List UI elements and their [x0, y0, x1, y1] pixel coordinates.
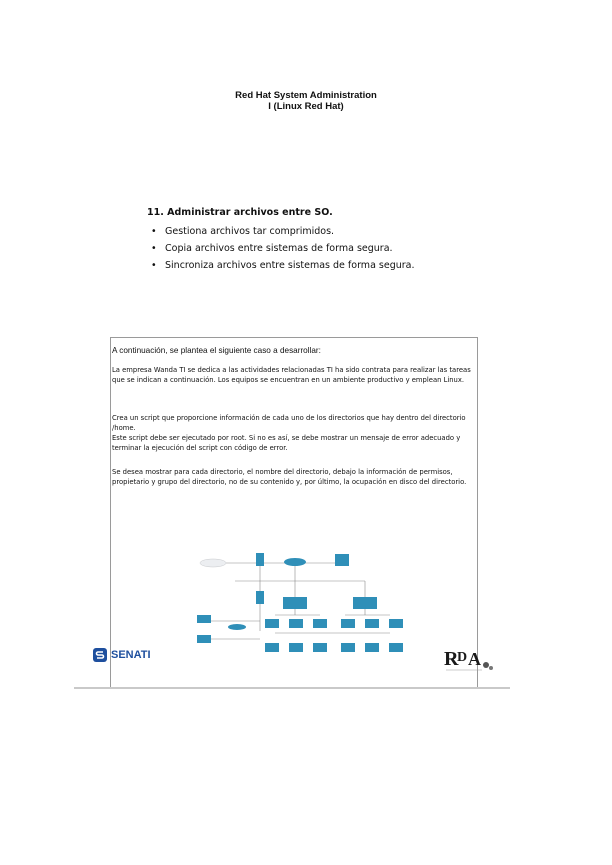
computer-icons	[197, 615, 403, 652]
title-line-2: I (Linux Red Hat)	[268, 101, 344, 112]
senati-logo-icon	[92, 647, 108, 663]
topic-list	[147, 223, 415, 274]
case-intro: A continuación, se plantea el siguiente caso a desarrollar:	[112, 346, 321, 355]
server-icon	[256, 553, 264, 566]
svg-text:R: R	[444, 648, 459, 670]
network-diagram	[185, 551, 415, 661]
section-heading: 11. Administrar archivos entre SO.	[147, 207, 333, 218]
topic-section	[147, 207, 415, 274]
case-paragraph: Este script debe ser ejecutado por root. Si no es así, se debe mostrar un mensaje de error adecuado y terminar la ejecución del script con código de error.	[112, 434, 461, 452]
list-item: • Copia archivos entre sistemas de forma segura.	[165, 240, 415, 257]
firewall-icon	[335, 554, 349, 566]
case-paragraph: Se desea mostrar para cada directorio, el nombre del directorio, debajo la información de permisos, propietario y grupo del directorio, no de su contenido y, por último, la ocupación en disco del directorio.	[112, 468, 467, 486]
panel-base-line	[74, 687, 510, 689]
case-paragraph: Crea un script que proporcione información de cada uno de los directorios que hay dentro del directorio /home.	[112, 414, 466, 432]
switch-icon	[283, 597, 307, 609]
title-line-1: Red Hat System Administration	[235, 90, 377, 101]
cloud-icon	[200, 559, 226, 567]
list-item: • Sincroniza archivos entre sistemas de forma segura.	[165, 257, 415, 274]
case-panel	[110, 337, 481, 688]
document-title	[0, 90, 612, 112]
svg-text:A: A	[468, 649, 481, 669]
rda-logo	[442, 643, 502, 675]
case-paragraph: La empresa Wanda TI se dedica a las actividades relacionadas TI ha sido contrata para realizar las tareas que se indican a continuación. Los equipos se encuentran en un ambiente productivo y emplean Linux.	[112, 366, 471, 384]
senati-logo	[92, 647, 151, 663]
svg-text:D: D	[457, 650, 468, 665]
senati-logo-text: SENATI	[111, 649, 151, 661]
router-icon	[284, 558, 306, 566]
switch-icon	[353, 597, 377, 609]
server-icon	[256, 591, 264, 604]
list-item: • Gestiona archivos tar comprimidos.	[165, 223, 415, 240]
